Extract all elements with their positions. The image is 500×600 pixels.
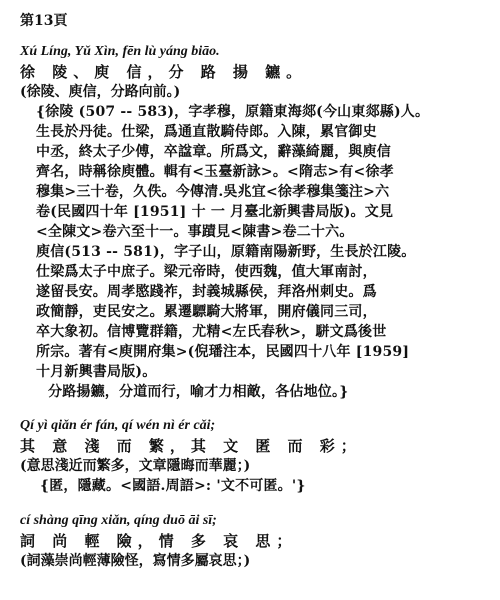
section2-pinyin: Qí yì qiǎn ér fán, qí wén nì ér cǎi; [20, 418, 216, 433]
section2-text: 其 意 淺 而 繁，其 文 匿 而 彩； [20, 437, 362, 455]
section3-pinyin: cí shàng qīng xiǎn, qíng duō āi sī; [20, 513, 217, 528]
section1-note-line: 齊名，時稱徐庾體。輯有<玉臺新詠>。<隋志>有<徐孝 [36, 164, 394, 180]
section1-note-line: 中丞，終太子少傅，卒諡章。所爲文，辭藻綺麗，與庾信 [36, 144, 391, 160]
page-number: 第13頁 [20, 13, 68, 29]
section1-note-line: 十月新興書局版)。 [36, 364, 157, 380]
section1-paraphrase: (徐陵、庾信，分路向前。) [20, 84, 181, 100]
section1-note-line: 政簡靜，吏民安之。累遷驃騎大將軍，開府儀同三司， [36, 304, 377, 320]
section1-note-line: 生長於丹徒。仕梁，爲通直散騎侍郎。入陳，累官御史 [36, 124, 377, 140]
section1-note-line: 仕梁爲太子中庶子。梁元帝時，使西魏，值大軍南討， [36, 264, 377, 280]
section3-text: 詞 尚 輕 險，情 多 哀 思； [20, 532, 298, 550]
section1-note-line: 卷(民國四十年 [1951] 十 一 月臺北新興書局版)。文見 [36, 204, 394, 220]
section1-note-line: 卒大象初。信博覽群籍，尤精<左氏春秋>，駢文爲後世 [36, 324, 387, 340]
section3-paraphrase: (詞藻崇尚輕薄險怪，寫情多屬哀思；) [20, 553, 251, 569]
section1-note-line: 分路揚鑣，分道而行，喻才力相敵，各佔地位。} [48, 384, 349, 400]
section1-note-line: 穆集>三十卷，久佚。今傳清.吳兆宜<徐孝穆集箋注>六 [36, 184, 390, 200]
section1-pinyin: Xú Líng, Yǔ Xìn, fēn lù yáng biāo. [20, 44, 220, 59]
section2-note-line: {匿，隱藏。<國語.周語>: '文不可匿。'} [40, 478, 306, 494]
section1-note-line: 遂留長安。周孝愍踐祚，封義城縣侯，拜洛州刺史。爲 [36, 284, 377, 300]
section2-paraphrase: (意思淺近而繁多，文章隱晦而華麗；) [20, 458, 251, 474]
section1-note-line: <全陳文>卷六至十一。事蹟見<陳書>卷二十六。 [36, 224, 354, 240]
section1-note-line: 所宗。著有<庾開府集>(倪璠注本，民國四十八年 [1959] [36, 344, 410, 360]
section1-note-line: {徐陵 (507 -- 583)，字孝穆，原籍東海郯(今山東郯縣)人。 [36, 104, 430, 120]
section1-note-line: 庾信(513 -- 581)，字子山，原籍南陽新野，生長於江陵。 [36, 244, 416, 260]
section1-text: 徐 陵、庾 信，分 路 揚 鑣。 [20, 63, 308, 81]
